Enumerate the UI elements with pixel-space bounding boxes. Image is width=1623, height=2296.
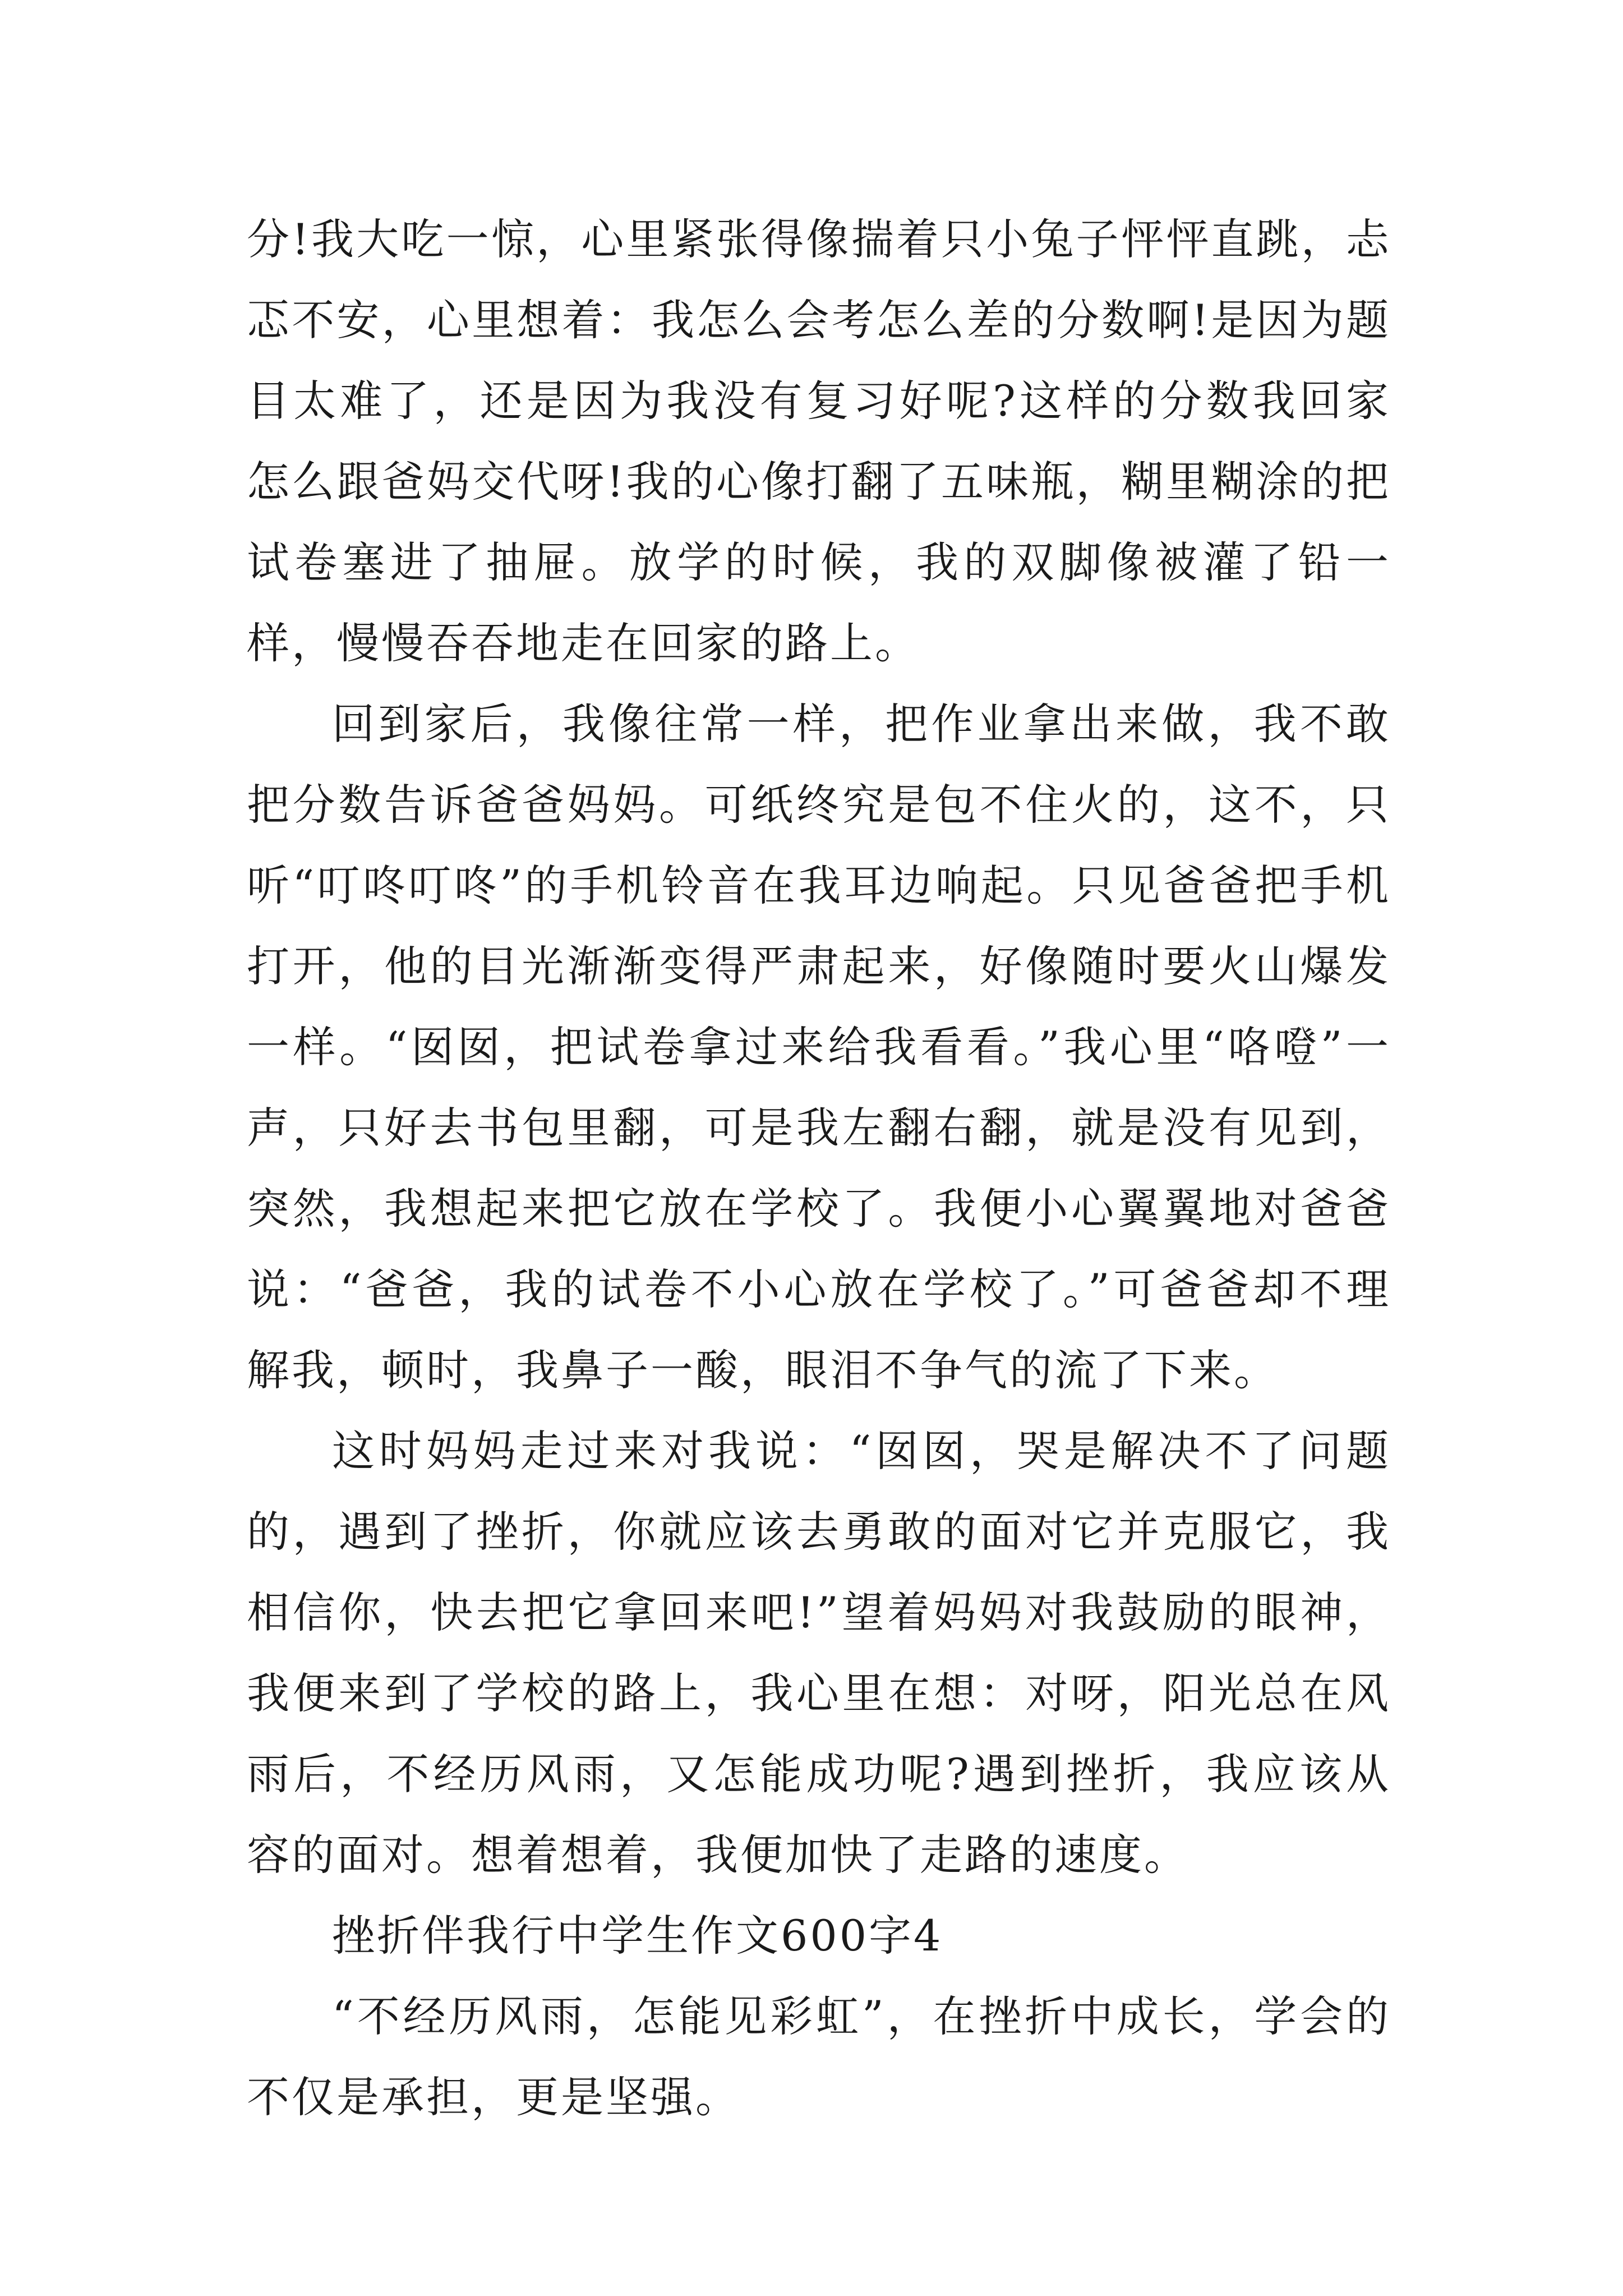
paragraph-mother-advice: 这时妈妈走过来对我说：“囡囡，哭是解决不了问题的，遇到了挫折，你就应该去勇敢的面对它并克服它，我相信你，快去把它拿回来吧!”望着妈妈对我鼓励的眼神，我便来到了学校的路上，我心里在想：对呀，阳光总在风雨后，不经历风雨，又怎能成功呢?遇到挫折，我应该从容的面对。想着想着，我便加快了走路的速度。 (247, 1426, 1391, 1880)
document-body (247, 199, 1391, 2138)
paragraph-continuation: 分!我大吃一惊，心里紧张得像揣着只小兔子怦怦直跳，忐忑不安，心里想着：我怎么会考怎么差的分数啊!是因为题目太难了，还是因为我没有复习好呢?这样的分数我回家怎么跟爸妈交代呀!我的心像打翻了五味瓶，糊里糊涂的把试卷塞进了抽屉。放学的时候，我的双脚像被灌了铅一样，慢慢吞吞地走在回家的路上。 (247, 214, 1391, 668)
paragraph-essay-4-opening: “不经历风雨，怎能见彩虹”，在挫折中成长，学会的不仅是承担，更是坚强。 (247, 1991, 1391, 2122)
essay-title-4: 挫折伴我行中学生作文600字4 (332, 1911, 943, 1961)
paragraph-return-home: 回到家后，我像往常一样，把作业拿出来做，我不敢把分数告诉爸爸妈妈。可纸终究是包不住火的，这不，只听“叮咚叮咚”的手机铃音在我耳边响起。只见爸爸把手机打开，他的目光渐渐变得严肃起来，好像随时要火山爆发一样。“囡囡，把试卷拿过来给我看看。”我心里“咯噔”一声，只好去书包里翻，可是我左翻右翻，就是没有见到，突然，我想起来把它放在学校了。我便小心翼翼地对爸爸说：“爸爸，我的试卷不小心放在学校了。”可爸爸却不理解我，顿时，我鼻子一酸，眼泪不争气的流了下来。 (247, 699, 1391, 1395)
